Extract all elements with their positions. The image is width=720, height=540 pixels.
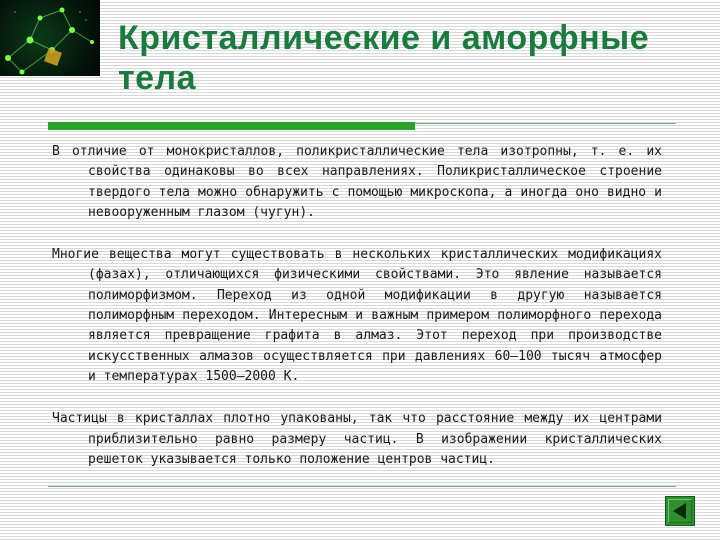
- body-paragraph: В отличие от монокристаллов, поликристаллические тела изотропны, т. е. их свойства одинаковы во всех направлениях. Поликристаллическое строение твердого тела можно обнаружить с помощью микроскопа, а иногда оно видно и невооруженным глазом (чугун).: [52, 144, 662, 220]
- back-button[interactable]: [665, 496, 695, 526]
- header-accent-bar: [48, 122, 415, 130]
- back-arrow-icon: [673, 503, 686, 519]
- lattice-graphic: [0, 0, 100, 76]
- slide-header: [118, 18, 678, 98]
- crystal-lattice-icon: [0, 0, 100, 76]
- body-paragraph: Многие вещества могут существовать в нескольких кристаллических модификациях (фазах), отличающихся физическими свойствами. Это явление называется полиморфизмом. Переход из одной модификации в другую называется полиморфным переходом. Интересным и важным примером полиморфного перехода является превращение графита в алмаз. Этот переход при производстве искусственных алмазов осуществляется при давлениях 60–100 тысяч атмосфер и температурах 1500–2000 К.: [52, 247, 662, 384]
- slide-title: Кристаллические и аморфные тела: [118, 19, 650, 97]
- slide-body: [52, 142, 662, 492]
- body-paragraph: Частицы в кристаллах плотно упакованы, так что расстояние между их центрами приблизительно равно размеру частиц. В изображении кристаллических решеток указывается только положение центров частиц.: [52, 411, 662, 467]
- footer-divider-line: [48, 486, 676, 487]
